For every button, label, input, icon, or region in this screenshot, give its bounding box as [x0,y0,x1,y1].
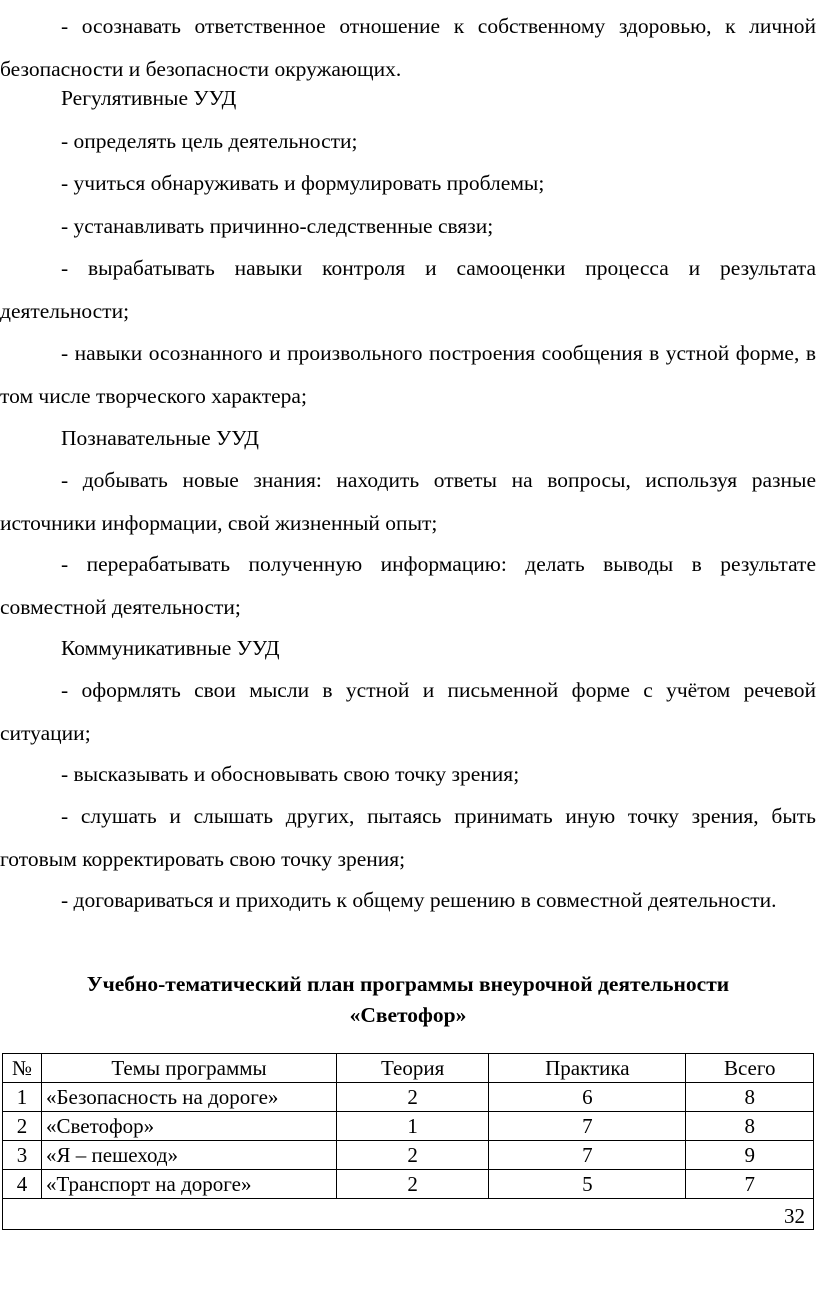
page-number: 32 [3,1199,814,1230]
curriculum-table [2,1053,814,1230]
table-row [3,1112,814,1141]
paragraph-viewpoint: - высказывать и обосновывать свою точку зрения; [61,762,520,786]
row-theory: 2 [337,1141,489,1170]
row-topic: «Транспорт на дороге» [42,1170,337,1199]
paragraph-oral-message: - навыки осознанного и произвольного построения сообщения в устной форме, в том числе творческого характера; [0,341,816,408]
row-total: 8 [686,1112,814,1141]
header-theory: Теория [337,1054,489,1083]
paragraph-express-thoughts: - оформлять свои мысли в устной и письменной форме с учётом речевой ситуации; [0,678,816,745]
row-topic: «Светофор» [42,1112,337,1141]
paragraph-process-info: - перерабатывать полученную информацию: делать выводы в результате совместной деятельности; [0,552,816,619]
table-row [3,1141,814,1170]
row-practice: 7 [489,1141,686,1170]
row-total: 9 [686,1141,814,1170]
row-number: 3 [3,1141,42,1170]
row-topic: «Безопасность на дороге» [42,1083,337,1112]
row-theory: 2 [337,1083,489,1112]
table-row [3,1170,814,1199]
row-practice: 7 [489,1112,686,1141]
table-row [3,1083,814,1112]
header-number: № [3,1054,42,1083]
row-total: 7 [686,1170,814,1199]
paragraph-listen: - слушать и слышать других, пытаясь принимать иную точку зрения, быть готовым корректировать свою точку зрения; [0,804,816,871]
paragraph-health-awareness: - осознавать ответственное отношение к собственному здоровью, к личной безопасности и безопасности окружающих. [0,14,816,81]
header-total: Всего [686,1054,814,1083]
page-number-row [3,1199,814,1230]
row-theory: 1 [337,1112,489,1141]
section-communicative: Коммуникативные УУД [61,636,280,660]
row-practice: 6 [489,1083,686,1112]
header-topics: Темы программы [42,1054,337,1083]
paragraph-self-control: - вырабатывать навыки контроля и самооценки процесса и результата деятельности; [0,256,816,323]
row-practice: 5 [489,1170,686,1199]
paragraph-problems: - учиться обнаруживать и формулировать проблемы; [61,171,545,195]
section-regulatory: Регулятивные УУД [61,86,237,110]
header-practice: Практика [489,1054,686,1083]
row-number: 4 [3,1170,42,1199]
paragraph-causal-links: - устанавливать причинно-следственные связи; [61,214,494,238]
row-total: 8 [686,1083,814,1112]
paragraph-agree: - договариваться и приходить к общему решению в совместной деятельности. [61,888,777,912]
paragraph-goal: - определять цель деятельности; [61,129,358,153]
row-number: 2 [3,1112,42,1141]
row-topic: «Я – пешеход» [42,1141,337,1170]
section-cognitive: Познавательные УУД [61,426,259,450]
plan-heading-line1: Учебно-тематический план программы внеурочной деятельности [86,972,730,996]
plan-heading-line2: «Светофор» [349,1003,467,1027]
table-header-row [3,1054,814,1083]
row-number: 1 [3,1083,42,1112]
paragraph-new-knowledge: - добывать новые знания: находить ответы на вопросы, используя разные источники информации, свой жизненный опыт; [0,468,816,535]
row-theory: 2 [337,1170,489,1199]
